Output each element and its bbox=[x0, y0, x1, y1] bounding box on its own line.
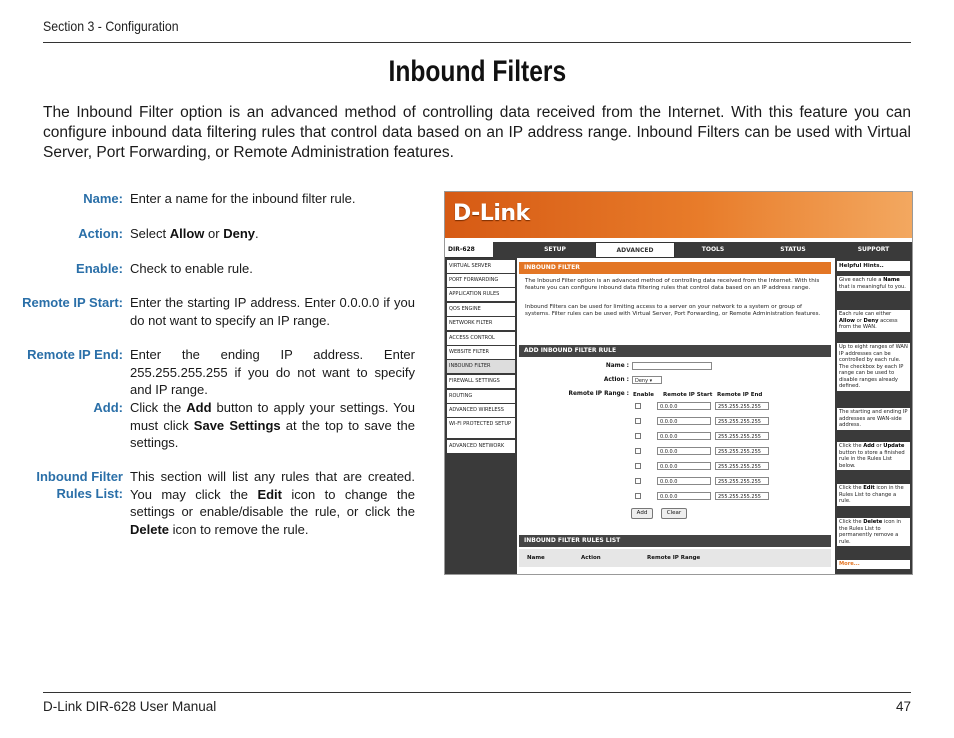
col-remote-ip-end: Remote IP End bbox=[717, 392, 763, 398]
def-desc-name: Enter a name for the inbound filter rule. bbox=[130, 191, 356, 206]
action-label: Action : bbox=[603, 377, 629, 383]
rules-list-header: INBOUND FILTER RULES LIST bbox=[519, 535, 831, 547]
add-button[interactable]: Add bbox=[631, 508, 653, 519]
sidebar-item-advanced-wireless[interactable]: ADVANCED WIRELESS bbox=[447, 404, 515, 417]
ip-end-input-4[interactable]: 255.255.255.255 bbox=[715, 447, 769, 455]
helpful-hints-title: Helpful Hints.. bbox=[837, 261, 910, 271]
tab-support[interactable]: SUPPORT bbox=[857, 246, 890, 253]
more-link[interactable]: More... bbox=[837, 560, 910, 569]
ip-start-input-4[interactable]: 0.0.0.0 bbox=[657, 447, 711, 455]
enable-checkbox-7[interactable] bbox=[635, 493, 641, 499]
sidebar-item-advanced-network[interactable]: ADVANCED NETWORK bbox=[447, 440, 515, 453]
col-enable: Enable bbox=[633, 392, 654, 398]
ip-start-input-6[interactable]: 0.0.0.0 bbox=[657, 477, 711, 485]
sidebar-item-access-control[interactable]: ACCESS CONTROL bbox=[447, 332, 515, 345]
enable-checkbox-2[interactable] bbox=[635, 418, 641, 424]
hint-5: Click the Add or Update button to store a finished rule in the Rules List below. bbox=[837, 442, 910, 470]
ip-end-input-1[interactable]: 255.255.255.255 bbox=[715, 402, 769, 410]
ip-start-input-5[interactable]: 0.0.0.0 bbox=[657, 462, 711, 470]
enable-checkbox-4[interactable] bbox=[635, 448, 641, 454]
inbound-filter-header: INBOUND FILTER bbox=[519, 262, 831, 274]
def-term-rules-list: Inbound Filter Rules List: bbox=[36, 469, 123, 501]
dlink-logo: D-Link bbox=[453, 201, 530, 226]
hint-1: Give each rule a Name that is meaningful to you. bbox=[837, 276, 910, 291]
sidebar-item-wifi-protected-setup[interactable]: WI-FI PROTECTED SETUP bbox=[447, 418, 515, 438]
add-rule-header: ADD INBOUND FILTER RULE bbox=[519, 345, 831, 357]
sidebar-item-firewall-settings[interactable]: FIREWALL SETTINGS bbox=[447, 375, 515, 388]
footer-rule bbox=[43, 692, 911, 693]
router-screenshot bbox=[444, 191, 913, 575]
def-term-add: Add: bbox=[93, 400, 123, 415]
ip-end-input-6[interactable]: 255.255.255.255 bbox=[715, 477, 769, 485]
def-desc-remote-ip-end: Enter the ending IP address. Enter 255.255.255.255 if you do not want to specify and IP range. bbox=[130, 347, 415, 397]
ip-end-input-2[interactable]: 255.255.255.255 bbox=[715, 417, 769, 425]
tab-setup[interactable]: SETUP bbox=[544, 246, 566, 253]
intro-paragraph: The Inbound Filter option is an advanced method of controlling data received from the Internet. With this feature you can configure inbound data filtering rules that control data based on an IP address range. Inbound Filters can be used with Virtual Server, Port Forwarding, or Remote Administration features. bbox=[43, 104, 911, 161]
enable-checkbox-5[interactable] bbox=[635, 463, 641, 469]
action-select[interactable]: Deny ▾ bbox=[632, 376, 662, 384]
ip-end-input-3[interactable]: 255.255.255.255 bbox=[715, 432, 769, 440]
header-rule bbox=[43, 42, 911, 43]
page-number: 47 bbox=[895, 699, 911, 714]
sidebar-item-application-rules[interactable]: APPLICATION RULES bbox=[447, 288, 515, 301]
def-term-enable: Enable: bbox=[76, 261, 123, 276]
enable-checkbox-6[interactable] bbox=[635, 478, 641, 484]
ip-start-input-7[interactable]: 0.0.0.0 bbox=[657, 492, 711, 500]
def-term-action: Action: bbox=[78, 226, 123, 241]
hint-4: The starting and ending IP addresses are WAN-side address. bbox=[837, 408, 910, 430]
panel-description-1: The Inbound Filter option is an advanced method of controlling data received from the Internet. With this feature you can configure inbound data filtering rules that control data based on an IP address range. bbox=[525, 278, 820, 291]
def-desc-remote-ip-start: Enter the starting IP address. Enter 0.0.0.0 if you do not want to specify an IP range. bbox=[130, 295, 415, 328]
remote-ip-range-label: Remote IP Range : bbox=[568, 391, 629, 397]
enable-checkbox-3[interactable] bbox=[635, 433, 641, 439]
tab-advanced[interactable]: ADVANCED bbox=[595, 242, 675, 258]
name-label: Name : bbox=[605, 363, 629, 369]
def-term-remote-ip-end: Remote IP End: bbox=[27, 347, 123, 362]
chevron-down-icon: ▾ bbox=[649, 378, 653, 384]
enable-checkbox-1[interactable] bbox=[635, 403, 641, 409]
hint-6: Click the Edit icon in the Rules List to change a rule. bbox=[837, 484, 910, 506]
footer-manual-title: D-Link DIR-628 User Manual bbox=[43, 699, 217, 714]
hint-3: Up to eight ranges of WAN IP addresses can be controlled by each rule. The checkbox by each IP range can be used to disable ranges already defined. bbox=[837, 343, 910, 391]
tab-status[interactable]: STATUS bbox=[780, 246, 806, 253]
list-col-action: Action bbox=[581, 555, 601, 561]
def-desc-rules-list: This section will list any rules that are created. You may click the Edit icon to change the settings or enable/disable the rule, or click the Delete icon to remove the rule. bbox=[130, 469, 415, 537]
def-term-remote-ip-start: Remote IP Start: bbox=[22, 295, 123, 310]
hint-7: Click the Delete icon in the Rules List to permanently remove a rule. bbox=[837, 518, 910, 546]
panel-description-2: Inbound Filters can be used for limiting access to a server on your network to a system or group of systems. Filter rules can be used with Virtual Server, Port Forwarding, or Remote Administration features. bbox=[525, 304, 821, 317]
def-desc-action: Select Allow or Deny. bbox=[130, 226, 259, 241]
sidebar-item-website-filter[interactable]: WEBSITE FILTER bbox=[447, 346, 515, 359]
section-header: Section 3 - Configuration bbox=[43, 18, 179, 34]
ip-end-input-7[interactable]: 255.255.255.255 bbox=[715, 492, 769, 500]
def-desc-enable: Check to enable rule. bbox=[130, 261, 253, 276]
ip-start-input-2[interactable]: 0.0.0.0 bbox=[657, 417, 711, 425]
hint-2: Each rule can either Allow or Deny access from the WAN. bbox=[837, 310, 910, 332]
name-input[interactable] bbox=[632, 362, 712, 370]
tab-tools[interactable]: TOOLS bbox=[701, 246, 725, 253]
list-col-name: Name bbox=[527, 555, 545, 561]
page-title: Inbound Filters bbox=[388, 55, 566, 88]
clear-button[interactable]: Clear bbox=[661, 508, 687, 519]
sidebar-item-port-forwarding[interactable]: PORT FORWARDING bbox=[447, 274, 515, 287]
def-term-name: Name: bbox=[83, 191, 123, 206]
ip-start-input-3[interactable]: 0.0.0.0 bbox=[657, 432, 711, 440]
list-col-remote-ip-range: Remote IP Range bbox=[647, 555, 701, 561]
sidebar-item-network-filter[interactable]: NETWORK FILTER bbox=[447, 317, 515, 330]
brand-banner bbox=[445, 192, 912, 238]
col-remote-ip-start: Remote IP Start bbox=[663, 392, 713, 398]
model-label: DIR-628 bbox=[445, 242, 493, 258]
ip-start-input-1[interactable]: 0.0.0.0 bbox=[657, 402, 711, 410]
def-desc-add: Click the Add button to apply your settings. You must click Save Settings at the top to save the settings. bbox=[130, 400, 416, 450]
sidebar-item-routing[interactable]: ROUTING bbox=[447, 390, 515, 403]
sidebar-item-inbound-filter[interactable]: INBOUND FILTER bbox=[447, 360, 515, 373]
sidebar-item-qos-engine[interactable]: QOS ENGINE bbox=[447, 303, 515, 316]
sidebar-item-virtual-server[interactable]: VIRTUAL SERVER bbox=[447, 260, 515, 273]
ip-end-input-5[interactable]: 255.255.255.255 bbox=[715, 462, 769, 470]
